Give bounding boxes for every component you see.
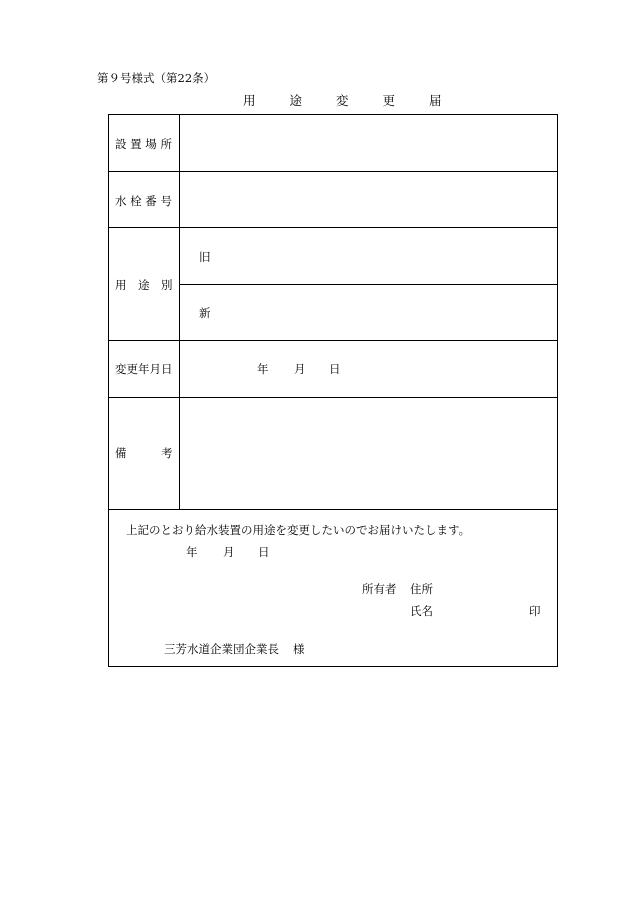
title-char-1: 用: [243, 93, 256, 108]
row-divider: [109, 340, 557, 341]
location-field[interactable]: [181, 116, 555, 170]
row-divider: [179, 284, 557, 285]
usage-new-label: 新: [199, 306, 211, 320]
change-date-label: 変更年月日: [115, 362, 173, 376]
hydrant-number-field[interactable]: [181, 173, 555, 226]
seal-mark: 印: [529, 604, 541, 618]
form-table: [108, 114, 558, 667]
declaration-day: 日: [258, 545, 270, 559]
usage-old-field[interactable]: [219, 229, 555, 283]
column-divider: [179, 115, 180, 509]
title-char-2: 途: [289, 93, 303, 108]
addressee-honorific: 様: [293, 642, 305, 656]
row-divider: [109, 509, 557, 510]
remarks-field[interactable]: [181, 399, 555, 507]
change-date-year: 年: [257, 362, 269, 376]
address-label: 住所: [410, 582, 433, 596]
declaration-month: 月: [223, 545, 235, 559]
row-divider: [109, 171, 557, 172]
usage-label: 用 途 別: [115, 278, 173, 292]
title-char-5: 届: [429, 93, 442, 108]
page-title: [243, 91, 442, 109]
title-char-3: 変: [336, 93, 349, 108]
remarks-label: 備 考: [115, 446, 173, 460]
title-char-4: 更: [382, 93, 396, 108]
change-date-day: 日: [329, 362, 341, 376]
usage-old-label: 旧: [199, 250, 211, 264]
owner-label: 所有者: [362, 582, 397, 596]
declaration-year: 年: [186, 545, 198, 559]
row-divider: [109, 397, 557, 398]
hydrant-number-label: 水 栓 番 号: [115, 194, 172, 208]
location-label: 設 置 場 所: [115, 137, 172, 151]
addressee: 三芳水道企業団企業長: [164, 642, 279, 656]
declaration-text: 上記のとおり給水装置の用途を変更したいのでお届けいたします。: [126, 523, 471, 537]
row-divider: [109, 227, 557, 228]
usage-new-field[interactable]: [219, 286, 555, 339]
form-number: 第９号様式（第22条）: [97, 71, 216, 85]
name-label: 氏名: [410, 604, 433, 618]
change-date-month: 月: [294, 362, 306, 376]
